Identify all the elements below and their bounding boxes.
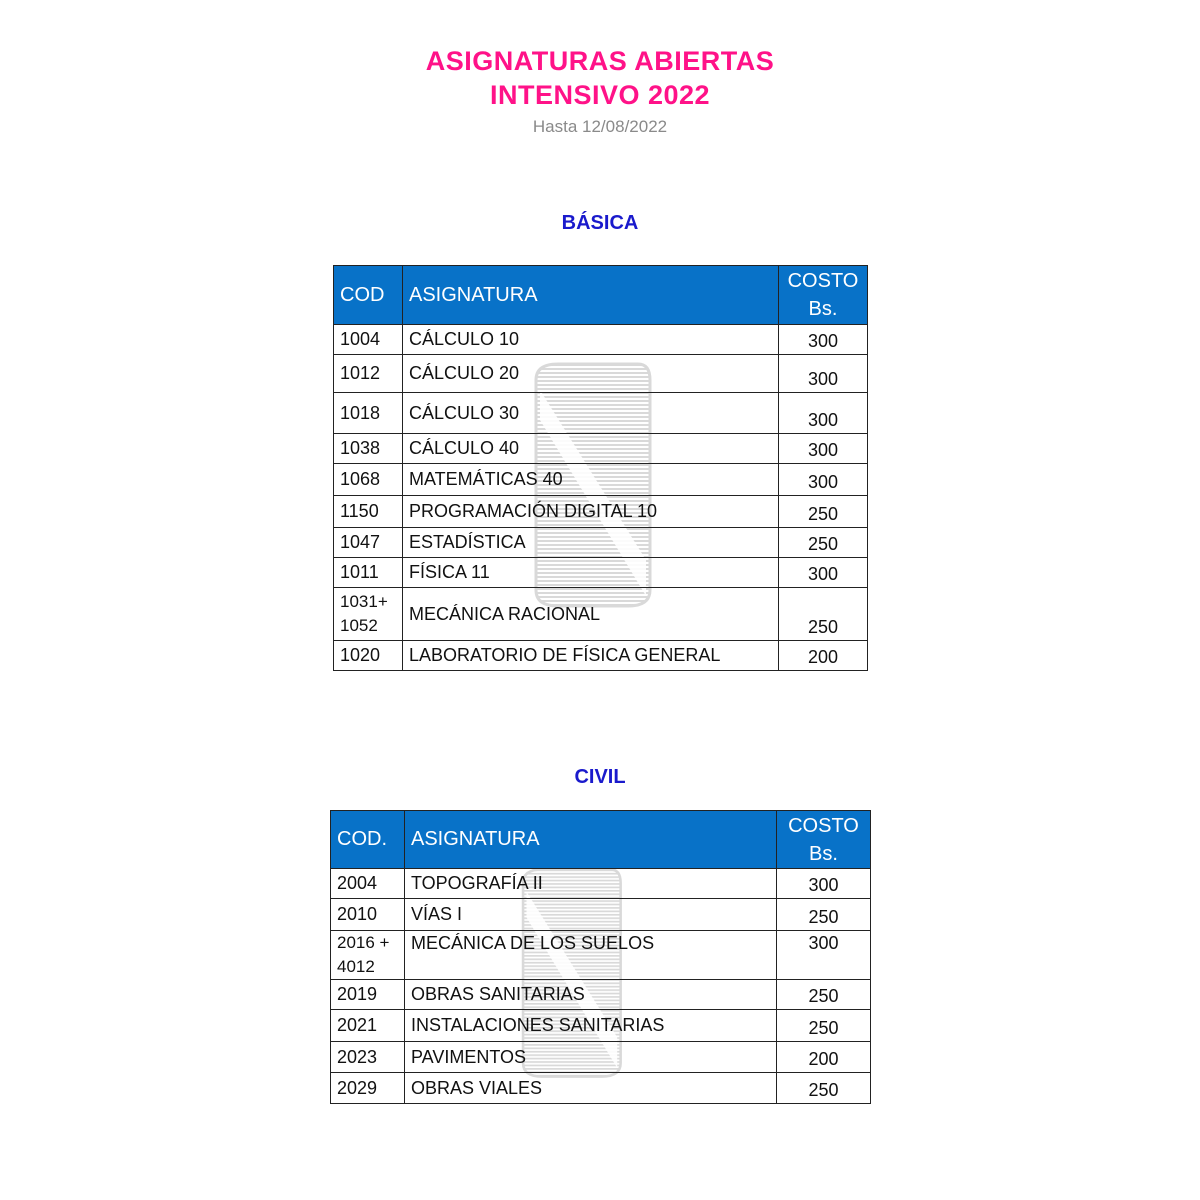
course-name: LABORATORIO DE FÍSICA GENERAL	[403, 641, 779, 671]
course-cost: 250	[777, 899, 871, 931]
course-cost: 300	[779, 464, 868, 496]
course-code: 1047	[334, 528, 403, 558]
table-row	[334, 528, 868, 558]
table-row	[331, 980, 871, 1010]
course-cost: 250	[779, 528, 868, 558]
table-row	[334, 641, 868, 671]
course-name: CÁLCULO 10	[403, 325, 779, 355]
table-row	[331, 869, 871, 899]
course-cost: 200	[777, 1042, 871, 1073]
page-title-line1: ASIGNATURAS ABIERTAS	[425, 46, 775, 76]
column-header-code: COD	[334, 266, 403, 325]
course-name: TOPOGRAFÍA II	[405, 869, 777, 899]
table-row	[331, 1073, 871, 1104]
course-name: ESTADÍSTICA	[403, 528, 779, 558]
course-code: 1018	[334, 393, 403, 434]
course-name: MECÁNICA RACIONAL	[403, 588, 779, 641]
course-cost: 300	[779, 325, 868, 355]
course-code: 1038	[334, 434, 403, 464]
course-code: 2029	[331, 1073, 405, 1104]
course-code: 1004	[334, 325, 403, 355]
course-cost: 250	[779, 496, 868, 528]
section-title-basica: BÁSICA	[561, 212, 639, 234]
table-row	[334, 325, 868, 355]
table-row	[334, 464, 868, 496]
course-name: MATEMÁTICAS 40	[403, 464, 779, 496]
course-code: 1150	[334, 496, 403, 528]
course-name: PAVIMENTOS	[405, 1042, 777, 1073]
course-code: 2019	[331, 980, 405, 1010]
course-name: CÁLCULO 20	[403, 355, 779, 393]
column-header-cost: COSTO Bs.	[777, 811, 871, 869]
section-title-civil: CIVIL	[574, 766, 626, 788]
table-row	[334, 588, 868, 641]
course-cost: 300	[779, 355, 868, 393]
course-cost: 250	[777, 1073, 871, 1104]
course-cost: 200	[779, 641, 868, 671]
course-name: CÁLCULO 30	[403, 393, 779, 434]
course-cost: 300	[777, 869, 871, 899]
table-row	[331, 931, 871, 980]
table-row	[331, 1010, 871, 1042]
course-code: 1068	[334, 464, 403, 496]
course-name: CÁLCULO 40	[403, 434, 779, 464]
table-row	[331, 1042, 871, 1073]
basica-table	[333, 265, 868, 671]
course-name: OBRAS VIALES	[405, 1073, 777, 1104]
course-cost: 250	[777, 1010, 871, 1042]
table-row	[334, 434, 868, 464]
course-code: 2010	[331, 899, 405, 931]
civil-table	[330, 810, 871, 1104]
course-cost: 300	[779, 434, 868, 464]
page-subtitle: Hasta 12/08/2022	[532, 117, 668, 136]
course-name: VÍAS I	[405, 899, 777, 931]
table-row	[334, 355, 868, 393]
course-name: MECÁNICA DE LOS SUELOS	[405, 931, 777, 980]
course-cost: 300	[777, 931, 871, 980]
table-row	[331, 899, 871, 931]
table-header-row	[334, 266, 868, 325]
course-name: INSTALACIONES SANITARIAS	[405, 1010, 777, 1042]
course-code: 2004	[331, 869, 405, 899]
course-name: PROGRAMACIÓN DIGITAL 10	[403, 496, 779, 528]
table-row	[334, 496, 868, 528]
course-code: 1012	[334, 355, 403, 393]
course-cost: 300	[779, 558, 868, 588]
column-header-code: COD.	[331, 811, 405, 869]
course-code: 2021	[331, 1010, 405, 1042]
course-cost: 250	[779, 588, 868, 641]
course-code: 2023	[331, 1042, 405, 1073]
column-header-subject: ASIGNATURA	[405, 811, 777, 869]
course-cost: 250	[777, 980, 871, 1010]
course-code: 2016 + 4012	[331, 931, 405, 980]
course-code: 1031+ 1052	[334, 588, 403, 641]
course-cost: 300	[779, 393, 868, 434]
course-name: FÍSICA 11	[403, 558, 779, 588]
page-title-line2: INTENSIVO 2022	[489, 80, 711, 110]
course-code: 1020	[334, 641, 403, 671]
column-header-cost: COSTO Bs.	[779, 266, 868, 325]
course-code: 1011	[334, 558, 403, 588]
course-name: OBRAS SANITARIAS	[405, 980, 777, 1010]
table-header-row	[331, 811, 871, 869]
column-header-subject: ASIGNATURA	[403, 266, 779, 325]
table-row	[334, 558, 868, 588]
page-header	[0, 44, 1200, 140]
table-row	[334, 393, 868, 434]
